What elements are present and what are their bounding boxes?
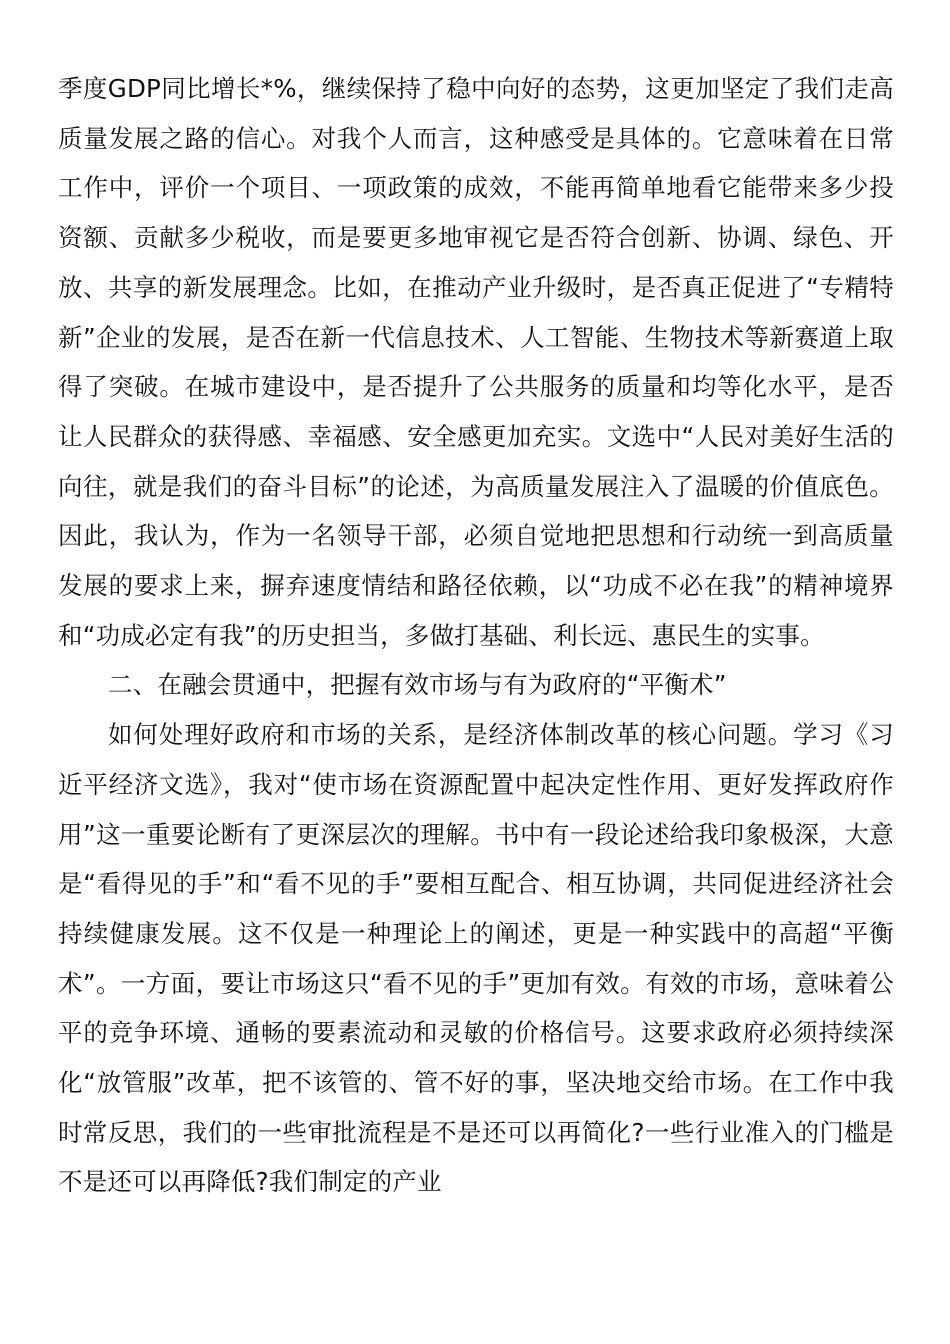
document-page: [58, 64, 894, 1207]
body-paragraph-continued: 季度GDP同比增长*%，继续保持了稳中向好的态势，这更加坚定了我们走高质量发展之路的信心。对我个人而言，这种感受是具体的。它意味着在日常工作中，评价一个项目、一项政策的成效，不能再简单地看它能带来多少投资额、贡献多少税收，而是要更多地审视它是否符合创新、协调、绿色、开放、共享的新发展理念。比如，在推动产业升级时，是否真正促进了“专精特新”企业的发展，是否在新一代信息技术、人工智能、生物技术等新赛道上取得了突破。在城市建设中，是否提升了公共服务的质量和均等化水平，是否让人民群众的获得感、幸福感、安全感更加充实。文选中“人民对美好生活的向往，就是我们的奋斗目标”的论述，为高质量发展注入了温暖的价值底色。因此，我认为，作为一名领导干部，必须自觉地把思想和行动统一到高质量发展的要求上来，摒弃速度情结和路径依赖，以“功成不必在我”的精神境界和“功成必定有我”的历史担当，多做打基础、利长远、惠民生的实事。: [58, 74, 894, 650]
body-paragraph: 如何处理好政府和市场的关系，是经济体制改革的核心问题。学习《习近平经济文选》，我对“使市场在资源配置中起决定性作用、更好发挥政府作用”这一重要论断有了更深层次的理解。书中有一段论述给我印象极深，大意是“看得见的手”和“看不见的手”要相互配合、相互协调，共同促进经济社会持续健康发展。这不仅是一种理论上的阐述，更是一种实践中的高超“平衡术”。一方面，要让市场这只“看不见的手”更加有效。有效的市场，意味着公平的竞争环境、通畅的要素流动和灵敏的价格信号。这要求政府必须持续深化“放管服”改革，把不该管的、管不好的事，坚决地交给市场。在工作中我时常反思，我们的一些审批流程是不是还可以再简化?一些行业准入的门槛是不是还可以再降低?我们制定的产业: [58, 720, 894, 1197]
section-heading: 二、在融会贯通中，把握有效市场与有为政府的“平衡术”: [108, 670, 727, 700]
